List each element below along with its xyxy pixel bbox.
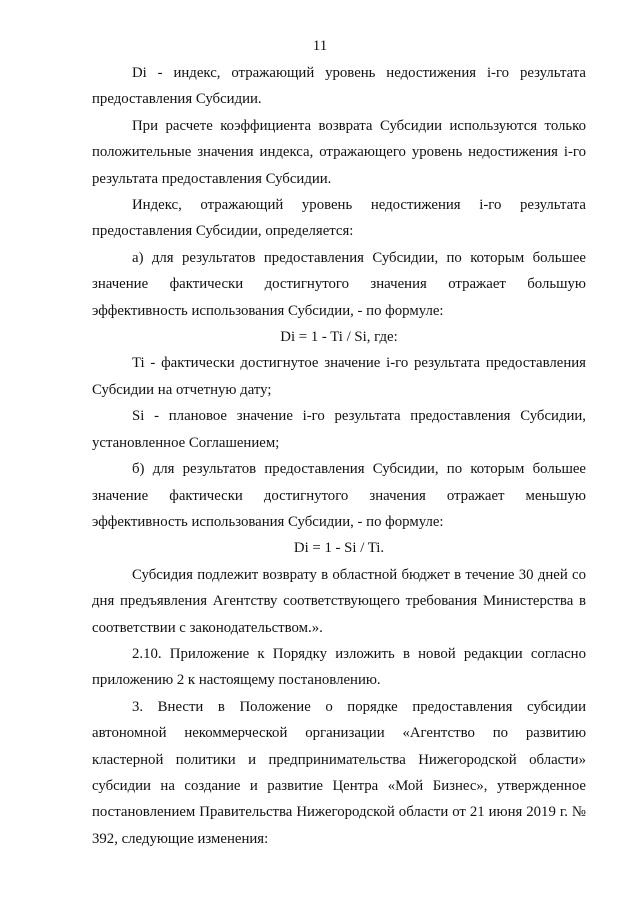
- paragraph-case-a: а) для результатов предоставления Субсидии, по которым большее значение фактически достигнутого значения отражает большую эффективность использования Субсидии, - по формуле:: [92, 249, 586, 319]
- document-body: [92, 60, 586, 852]
- formula-a: Di = 1 - Ti / Si, где:: [280, 329, 398, 346]
- paragraph-si-definition: Si - плановое значение i-го результата предоставления Субсидии, установленное Соглашением;: [92, 408, 586, 451]
- paragraph-3: 3. Внести в Положение о порядке предоставления субсидии автономной некоммерческой организации «Агентство по развитию кластерной политики и предпринимательства Нижегородской области» субсидии на создание и развитие Центра «Мой Бизнес», утвержденное постановлением Правительства Нижегородской области от 21 июня 2019 г. № 392, следующие изменения:: [92, 698, 586, 847]
- paragraph-2-10: 2.10. Приложение к Порядку изложить в новой редакции согласно приложению 2 к настоящему постановлению.: [92, 645, 586, 689]
- paragraph-refund: Субсидия подлежит возврату в областной бюджет в течение 30 дней со дня предъявления Агентству соответствующего требования Министерства в соответствии с законодательством.».: [92, 566, 586, 636]
- paragraph-index-defined: Индекс, отражающий уровень недостижения i-го результата предоставления Субсидии, определяется:: [92, 197, 586, 240]
- paragraph-case-b: б) для результатов предоставления Субсидии, по которым большее значение фактически достигнутого значения отражает меньшую эффективность использования Субсидии, - по формуле:: [92, 461, 586, 530]
- formula-b: Di = 1 - Si / Ti.: [293, 540, 385, 557]
- paragraph-di-definition: Di - индекс, отражающий уровень недостижения i-го результата предоставления Субсидии.: [92, 65, 586, 108]
- paragraph-ti-definition: Ti - фактически достигнутое значение i-го результата предоставления Субсидии на отчетную дату;: [92, 355, 586, 398]
- paragraph-positive-values: При расчете коэффициента возврата Субсидии используются только положительные значения индекса, отражающего уровень недостижения i-го результата предоставления Субсидии.: [92, 117, 586, 187]
- page-number: 11: [312, 38, 328, 54]
